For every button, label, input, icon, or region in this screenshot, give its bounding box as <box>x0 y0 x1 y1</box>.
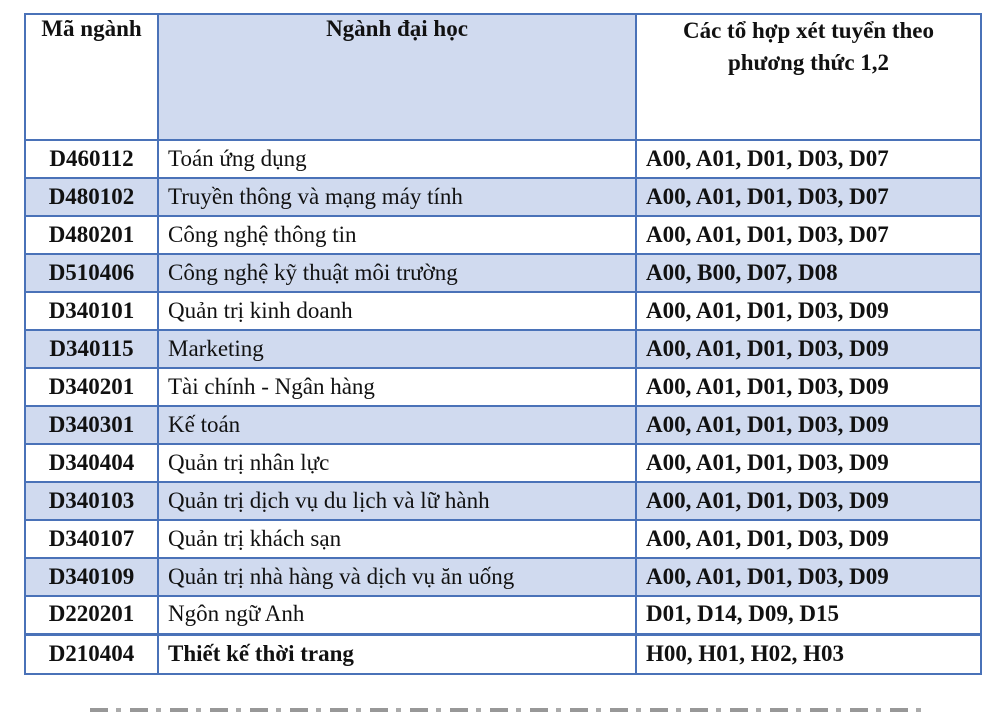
table-row <box>25 368 981 406</box>
subject-combos: A00, A01, D01, D03, D07 <box>636 178 981 216</box>
subject-combos: A00, A01, D01, D03, D09 <box>636 368 981 406</box>
major-code: D460112 <box>25 140 158 178</box>
major-name: Kế toán <box>158 406 636 444</box>
major-code: D220201 <box>25 596 158 634</box>
subject-combos: A00, A01, D01, D03, D07 <box>636 216 981 254</box>
table-row <box>25 520 981 558</box>
header-combos: Các tổ hợp xét tuyển theo phương thức 1,2 <box>636 14 981 140</box>
major-code: D210404 <box>25 634 158 674</box>
table-body <box>25 140 981 674</box>
major-name: Thiết kế thời trang <box>158 634 636 674</box>
table-row <box>25 444 981 482</box>
subject-combos: A00, A01, D01, D03, D07 <box>636 140 981 178</box>
table-row <box>25 330 981 368</box>
clipped-text-line <box>90 708 930 712</box>
major-code: D340404 <box>25 444 158 482</box>
header-major: Ngành đại học <box>158 14 636 140</box>
table-row <box>25 482 981 520</box>
major-code: D340101 <box>25 292 158 330</box>
major-name: Ngôn ngữ Anh <box>158 596 636 634</box>
major-code: D340301 <box>25 406 158 444</box>
major-name: Quản trị nhân lực <box>158 444 636 482</box>
major-code: D510406 <box>25 254 158 292</box>
table-row <box>25 216 981 254</box>
major-code: D340115 <box>25 330 158 368</box>
subject-combos: A00, A01, D01, D03, D09 <box>636 330 981 368</box>
subject-combos: A00, B00, D07, D08 <box>636 254 981 292</box>
table-header <box>25 14 981 140</box>
major-name: Công nghệ thông tin <box>158 216 636 254</box>
major-code: D340103 <box>25 482 158 520</box>
subject-combos: D01, D14, D09, D15 <box>636 596 981 634</box>
major-name: Tài chính - Ngân hàng <box>158 368 636 406</box>
table-row <box>25 254 981 292</box>
major-code: D340201 <box>25 368 158 406</box>
subject-combos: A00, A01, D01, D03, D09 <box>636 292 981 330</box>
table-row <box>25 406 981 444</box>
major-name: Marketing <box>158 330 636 368</box>
table-row <box>25 140 981 178</box>
major-name: Quản trị kinh doanh <box>158 292 636 330</box>
major-name: Truyền thông và mạng máy tính <box>158 178 636 216</box>
subject-combos: H00, H01, H02, H03 <box>636 634 981 674</box>
subject-combos: A00, A01, D01, D03, D09 <box>636 482 981 520</box>
subject-combos: A00, A01, D01, D03, D09 <box>636 558 981 596</box>
table-row <box>25 292 981 330</box>
major-code: D480102 <box>25 178 158 216</box>
major-code: D480201 <box>25 216 158 254</box>
table-row <box>25 558 981 596</box>
subject-combos: A00, A01, D01, D03, D09 <box>636 444 981 482</box>
major-code: D340107 <box>25 520 158 558</box>
table-row <box>25 634 981 674</box>
major-name: Quản trị nhà hàng và dịch vụ ăn uống <box>158 558 636 596</box>
major-name: Quản trị khách sạn <box>158 520 636 558</box>
admissions-table <box>24 13 982 675</box>
major-name: Công nghệ kỹ thuật môi trường <box>158 254 636 292</box>
major-name: Quản trị dịch vụ du lịch và lữ hành <box>158 482 636 520</box>
major-code: D340109 <box>25 558 158 596</box>
table-row <box>25 596 981 634</box>
subject-combos: A00, A01, D01, D03, D09 <box>636 406 981 444</box>
major-name: Toán ứng dụng <box>158 140 636 178</box>
subject-combos: A00, A01, D01, D03, D09 <box>636 520 981 558</box>
table-row <box>25 178 981 216</box>
header-code: Mã ngành <box>25 14 158 140</box>
